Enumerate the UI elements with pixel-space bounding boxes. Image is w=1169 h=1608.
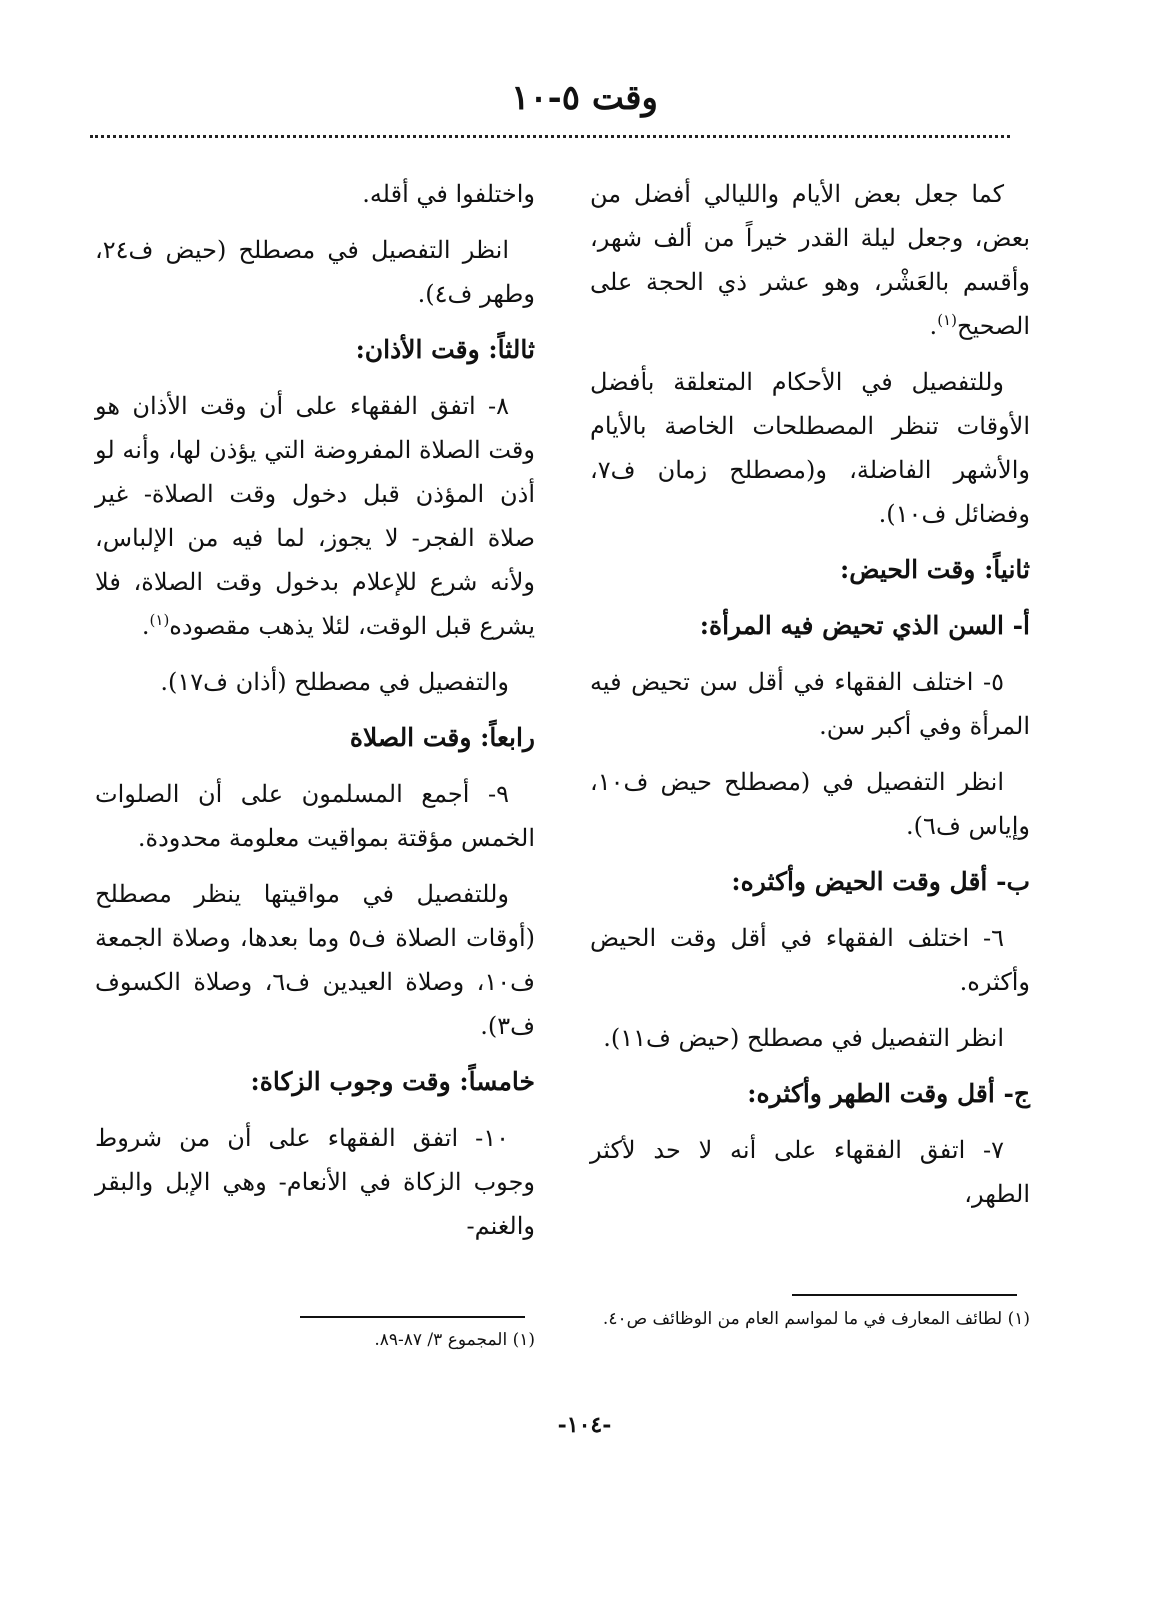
paragraph-text: ٨- اتفق الفقهاء على أن وقت الأذان هو وقت الصلاة المفروضة التي يؤذن لها، وأنه لو أذن المؤذن قبل دخول وقت الصلاة- غير صلاة الفجر- لا يجوز، لما فيه من الإلباس، ولأنه شرع للإعلام بدخول وقت الصلاة، فلا يشرع قبل الوقت، لئلا يذهب مقصوده — [95, 392, 535, 640]
paragraph: انظر التفصيل في (مصطلح حيض ف١٠، وإياس ف٦). — [590, 768, 1030, 840]
footnote: (١) لطائف المعارف في ما لمواسم العام من الوظائف ص٤٠. — [602, 1309, 1030, 1329]
subsection-heading: ب- أقل وقت الحيض وأكثره: — [731, 867, 1030, 896]
section-heading: ثالثاً: وقت الأذان: — [355, 335, 535, 364]
right-column — [590, 172, 1030, 1228]
paragraph: ١٠- اتفق الفقهاء على أن من شروط وجوب الزكاة في الأنعام- وهي الإبل والبقر والغنم- — [95, 1124, 535, 1240]
page-number: -١٠٤- — [557, 1412, 612, 1438]
footnote-divider — [792, 1294, 1017, 1296]
subsection-heading: أ- السن الذي تحيض فيه المرأة: — [699, 611, 1030, 640]
paragraph — [590, 172, 1030, 348]
subsection-heading: ج- أقل وقت الطهر وأكثره: — [747, 1079, 1030, 1108]
paragraph: وللتفصيل في مواقيتها ينظر مصطلح (أوقات الصلاة ف٥ وما بعدها، وصلاة الجمعة ف١٠، وصلاة العيدين ف٦، وصلاة الكسوف ف٣). — [95, 880, 536, 1040]
footnote-reference: (١) — [149, 611, 170, 629]
paragraph: واختلفوا في أقله. — [362, 180, 535, 208]
paragraph-end: . — [141, 612, 150, 640]
paragraph-text: كما جعل بعض الأيام والليالي أفضل من بعض، وجعل ليلة القدر خيراً من ألف شهر، وأقسم بالعَشْر، وهو عشر ذي الحجة على الصحيح — [590, 180, 1030, 340]
section-heading: رابعاً: وقت الصلاة — [349, 723, 535, 752]
paragraph-end: . — [929, 312, 938, 340]
paragraph: ٧- اتفق الفقهاء على أنه لا حد لأكثر الطهر، — [590, 1136, 1030, 1208]
section-heading: ثانياً: وقت الحيض: — [839, 555, 1030, 584]
header-divider — [90, 135, 1010, 138]
paragraph: وللتفصيل في الأحكام المتعلقة بأفضل الأوقات تنظر المصطلحات الخاصة بالأيام والأشهر الفاضلة، و(مصطلح زمان ف٧، وفضائل ف١٠). — [590, 368, 1030, 528]
paragraph — [95, 384, 535, 648]
page-title: وقت ٥-١٠ — [511, 78, 658, 118]
left-column — [95, 172, 535, 1260]
paragraph: انظر التفصيل في مصطلح (حيض ف٢٤، وطهر ف٤). — [95, 236, 535, 308]
paragraph: والتفصيل في مصطلح (أذان ف١٧). — [160, 668, 509, 696]
footnote: (١) المجموع ٣/ ٨٧-٨٩. — [374, 1330, 535, 1350]
footnote-reference: (١) — [937, 311, 957, 329]
paragraph: انظر التفصيل في مصطلح (حيض ف١١). — [603, 1024, 1004, 1052]
section-heading: خامساً: وقت وجوب الزكاة: — [250, 1067, 535, 1096]
footnote-divider — [300, 1316, 525, 1318]
paragraph: ٦- اختلف الفقهاء في أقل وقت الحيض وأكثره. — [590, 924, 1030, 996]
paragraph: ٩- أجمع المسلمون على أن الصلوات الخمس مؤقتة بمواقيت معلومة محدودة. — [95, 780, 535, 852]
paragraph: ٥- اختلف الفقهاء في أقل سن تحيض فيه المرأة وفي أكبر سن. — [590, 668, 1030, 740]
